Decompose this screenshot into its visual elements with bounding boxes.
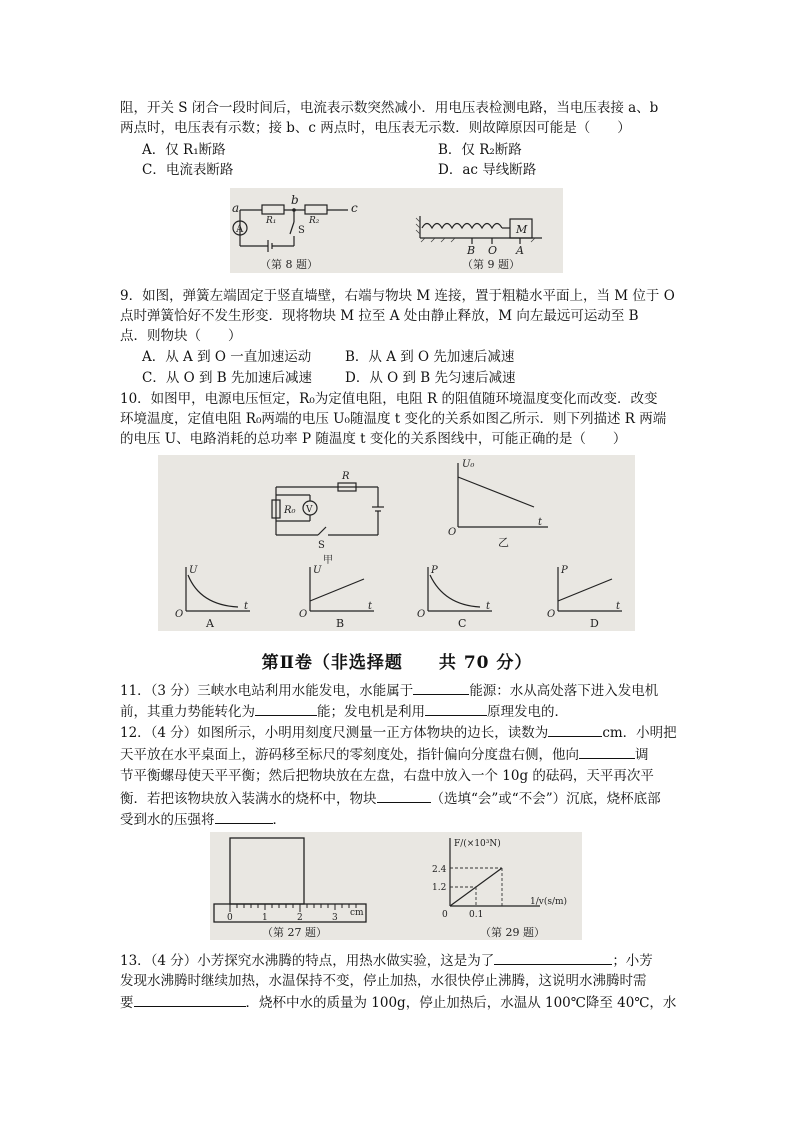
graph-b-y-label: U <box>313 565 322 576</box>
q13-text-2: ；小芳 <box>612 953 653 969</box>
q12-blank-2[interactable] <box>579 744 635 759</box>
graph-c-y-label: P <box>431 565 438 576</box>
q10-stem-line3: 的电压 U、电路消耗的总功率 P 随温度 t 变化的关系图线中，可能正确的是（ ） <box>120 431 627 447</box>
q12-line2 <box>120 744 649 765</box>
q10-stem-line1: 10．如图甲，电源电压恒定，R₀为定值电阻，电阻 R 的阻值随环境温度变化而改变．改变 <box>120 391 658 407</box>
q11-blank-3[interactable] <box>425 701 487 716</box>
caption-q8: （第 8 题） <box>260 258 318 271</box>
q12-text-8: 受到水的压强将 <box>120 812 215 828</box>
q13-line3 <box>120 992 676 1013</box>
ruler-tick-3: 3 <box>332 913 338 923</box>
label-t-yi: t <box>538 517 543 528</box>
graph-c-t-label: t <box>486 601 491 612</box>
q13-text-4: 要 <box>120 995 134 1011</box>
graph-ylabel: F/(×10³N) <box>454 839 501 849</box>
q9-option-a: A．从 A 到 O 一直加速运动 <box>142 349 312 365</box>
label-r0: R₀ <box>284 505 296 516</box>
q12-line1 <box>120 722 677 743</box>
q13-text-5: ．烧杯中水的质量为 100g，停止加热后，水温从 100℃降至 40℃，水 <box>245 995 677 1011</box>
q9-stem-line1: 9．如图，弹簧左端固定于竖直墙壁，右端与物块 M 连接，置于粗糙水平面上，当 M 位于 O <box>120 288 675 304</box>
graph-d-o-label: O <box>547 609 556 620</box>
label-switch-s: S <box>298 225 305 236</box>
ruler-tick-1: 1 <box>262 913 268 923</box>
q12-blank-3[interactable] <box>377 788 431 803</box>
q9-stem-line2: 点时弹簧恰好不发生形变．现将物块 M 拉至 A 处由静止释放，M 向左最远可运动至 B <box>120 308 639 324</box>
q12-text-3: 天平放在水平桌面上，游码移至标尺的零刻度处，指针偏向分度盘右侧，他向 <box>120 747 579 763</box>
graph-d-y-label: P <box>561 565 568 576</box>
figure-q10 <box>158 455 635 631</box>
q11-text-2: 能源：水从高处落下进入发电机 <box>469 683 659 699</box>
q12-line3: 节平衡螺母使天平平衡；然后把物块放在左盘，右盘中放入一个 10g 的砝码，天平再次平 <box>120 768 654 784</box>
graph-xlabel: 1/v(s/m) <box>530 897 568 907</box>
q11-text-4: 能；发电机是利用 <box>317 704 425 720</box>
q11-text-5: 原理发电的． <box>487 704 568 720</box>
graph-xtick-0-1: 0.1 <box>469 910 484 920</box>
graph-c-label: C <box>458 617 467 630</box>
graph-a-label: A <box>206 617 214 630</box>
q11-blank-1[interactable] <box>413 680 469 695</box>
label-b: b <box>291 193 299 207</box>
graph-ytick-1-2: 1.2 <box>432 883 447 893</box>
q12-line5 <box>120 809 286 830</box>
q9-option-c: C．从 O 到 B 先加速后减速 <box>142 370 312 386</box>
q12-text-4: 调 <box>635 747 649 763</box>
label-a: a <box>232 201 240 215</box>
q11-text-1: 11．（3 分）三峡水电站利用水能发电，水能属于 <box>120 683 414 699</box>
ammeter-label: A <box>236 224 244 235</box>
graph-a-o-label: O <box>175 609 184 620</box>
q9-option-d: D．从 O 到 B 先匀速后减速 <box>345 370 516 386</box>
graph-a-y-label: U <box>189 565 198 576</box>
graph-d-t-label: t <box>616 601 621 612</box>
q8-option-a: A．仅 R₁断路 <box>142 142 226 158</box>
q8-option-b: B．仅 R₂断路 <box>438 142 522 158</box>
section-title: 第Ⅱ卷（非选择题 共 70 分） <box>261 653 533 673</box>
label-o-yi: O <box>448 527 457 538</box>
q8-option-c: C．电流表断路 <box>142 162 234 178</box>
q11-line2 <box>120 701 568 722</box>
label-r: R <box>342 471 350 482</box>
caption-q27: （第 27 题） <box>262 926 327 939</box>
label-point-a: A <box>516 244 524 257</box>
label-yi: 乙 <box>498 536 509 549</box>
label-point-o: O <box>488 244 498 257</box>
figure-q27-q29 <box>210 832 582 940</box>
graph-c-o-label: O <box>417 609 426 620</box>
graph-d-label: D <box>590 617 599 630</box>
caption-q9: （第 9 题） <box>462 258 520 271</box>
q12-text-6: 衡．若把该物块放入装满水的烧杯中，物块 <box>120 791 377 807</box>
q9-stem-line3: 点．则物块（ ） <box>120 328 242 344</box>
graph-b-label: B <box>336 617 345 630</box>
graph-b-t-label: t <box>368 601 373 612</box>
q8-stem-line1: 阻，开关 S 闭合一段时间后，电流表示数突然减小．用电压表检测电路，当电压表接 a、b <box>120 100 659 116</box>
label-s: S <box>318 540 325 551</box>
figure-q8-q9 <box>230 188 563 273</box>
graph-b-o-label: O <box>299 609 308 620</box>
q12-blank-1[interactable] <box>548 722 602 737</box>
graph-origin: 0 <box>442 910 448 920</box>
q11-line1 <box>120 680 658 701</box>
ruler-unit: cm <box>350 908 364 918</box>
q13-line2: 发现水沸腾时继续加热，水温保持不变，停止加热，水很快停止沸腾，这说明水沸腾时需 <box>120 973 647 989</box>
label-u0: U₀ <box>462 459 475 470</box>
q8-option-d: D．ac 导线断路 <box>438 162 537 178</box>
q8-stem-line2: 两点时，电压表有示数；接 b、c 两点时，电压表无示数．则故障原因可能是（ ） <box>120 120 631 136</box>
q10-stem-line2: 环境温度，定值电阻 R₀两端的电压 U₀随温度 t 变化的关系如图乙所示．则下列描述 R 两端 <box>120 411 667 427</box>
caption-q29: （第 29 题） <box>480 926 545 939</box>
voltmeter-label: V <box>306 505 313 515</box>
q11-blank-2[interactable] <box>255 701 317 716</box>
label-jia: 甲 <box>323 555 333 566</box>
q12-text-2: cm．小明把 <box>602 725 677 741</box>
q12-text-1: 12．（4 分）如图所示，小明用刻度尺测量一正方体物块的边长，读数为 <box>120 725 549 741</box>
label-c: c <box>351 201 358 215</box>
label-r2: R₂ <box>309 216 320 226</box>
q12-text-9: ． <box>272 812 286 828</box>
q12-line4 <box>120 788 661 809</box>
ruler-tick-0: 0 <box>227 913 233 923</box>
label-r1: R₁ <box>266 216 277 226</box>
label-point-b: B <box>467 244 476 257</box>
q12-blank-4[interactable] <box>215 809 273 824</box>
ruler-tick-2: 2 <box>297 913 303 923</box>
label-block-m: M <box>516 223 528 236</box>
q9-option-b: B．从 A 到 O 先加速后减速 <box>345 349 515 365</box>
q12-text-7: （选填“会”或“不会”）沉底，烧杯底部 <box>430 791 661 807</box>
graph-a-t-label: t <box>244 601 249 612</box>
q13-line1 <box>120 950 653 971</box>
q13-blank-1[interactable] <box>494 950 612 965</box>
graph-ytick-2-4: 2.4 <box>432 865 447 875</box>
q13-text-1: 13．（4 分）小芳探究水沸腾的特点，用热水做实验，这是为了 <box>120 953 495 969</box>
q11-text-3: 前，其重力势能转化为 <box>120 704 255 720</box>
q13-blank-2[interactable] <box>134 992 246 1007</box>
